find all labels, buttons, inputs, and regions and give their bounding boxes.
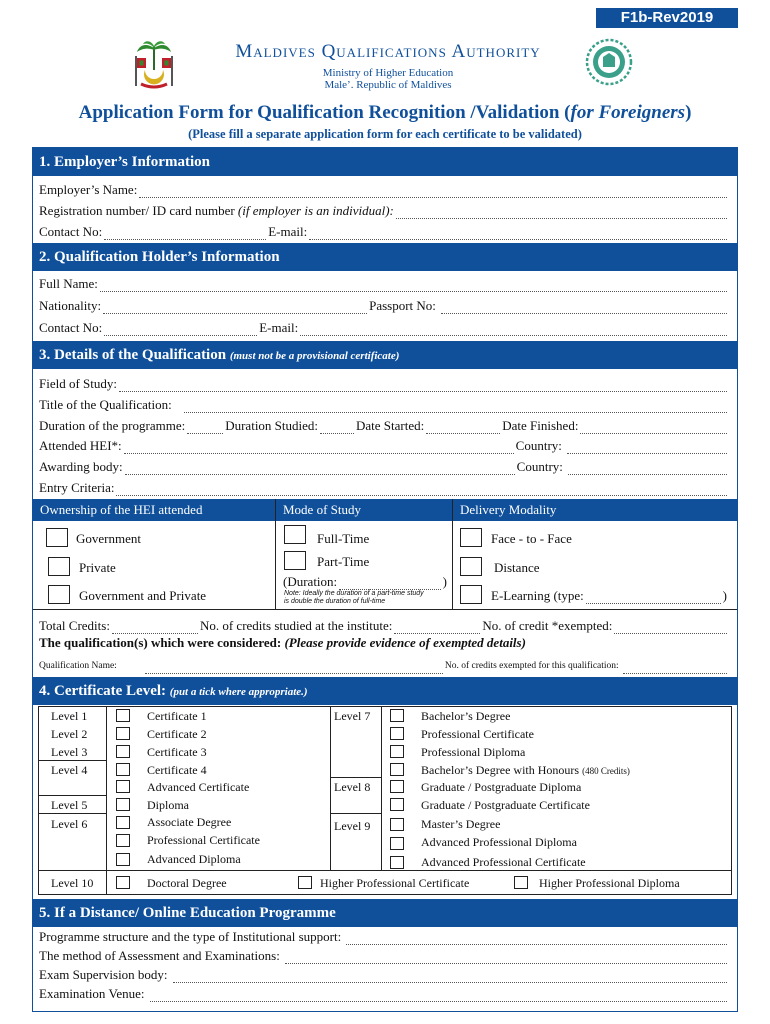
level-10-label: Level 10	[51, 876, 94, 890]
duration-field[interactable]	[187, 423, 223, 434]
started-field[interactable]	[426, 423, 500, 434]
programme-structure-label: Programme structure and the type of Institutional support:	[39, 929, 342, 944]
divider	[38, 760, 106, 761]
level-6-label: Level 6	[51, 817, 88, 831]
level-table	[38, 706, 732, 895]
advanced-certificate-label: Advanced Certificate	[147, 780, 250, 794]
qualification-title-label: Title of the Qualification:	[39, 397, 172, 412]
divider	[38, 813, 106, 814]
duration-row	[39, 418, 729, 434]
employer-reg-label: Registration number/ ID card number	[39, 203, 235, 218]
higher-professional-diploma-label: Higher Professional Diploma	[539, 876, 680, 890]
certificate-3-label: Certificate 3	[147, 745, 207, 759]
qualification-title-field[interactable]	[184, 402, 728, 413]
level-5-label: Level 5	[51, 798, 88, 812]
exempt-this-label: No. of credits exempted for this qualification:	[444, 661, 619, 671]
awarding-country-label: Country:	[516, 459, 563, 474]
bachelors-degree-label: Bachelor’s Degree	[421, 709, 511, 723]
private-checkbox[interactable]	[48, 557, 70, 576]
nationality-label: Nationality:	[39, 298, 102, 313]
certificate-4-checkbox[interactable]	[116, 763, 130, 776]
hei-label: Attended HEI*:	[39, 438, 122, 453]
doctoral-degree-checkbox[interactable]	[116, 876, 130, 889]
organization-name: Maldives Qualifications Authority	[235, 41, 541, 62]
certificate-3-checkbox[interactable]	[116, 745, 130, 758]
passport-label: Passport No:	[369, 298, 436, 313]
section-5-heading: 5. If a Distance/ Online Education Programme	[32, 899, 738, 927]
considered-qualifications: The qualification(s) which were considered: (Please provide evidence of exempted details)	[39, 635, 526, 650]
entry-label: Entry Criteria:	[39, 480, 115, 495]
government-and-private-checkbox[interactable]	[48, 585, 70, 604]
divider	[38, 870, 732, 871]
exam-venue-row	[39, 986, 729, 1002]
section-3-heading: 3. Details of the Qualification (must not be a provisional certificate)	[32, 341, 738, 369]
form-title: Application Form for Qualification Recognition /Validation (for Foreigners)	[78, 102, 692, 123]
holder-name-field[interactable]	[100, 281, 727, 292]
advanced-professional-certificate-label: Advanced Professional Certificate	[421, 855, 586, 869]
credits-institute-field[interactable]	[394, 623, 480, 634]
distance-checkbox[interactable]	[460, 557, 482, 576]
qualification-name-field[interactable]	[145, 663, 443, 674]
graduate-diploma-label: Graduate / Postgraduate Diploma	[421, 780, 582, 794]
higher-professional-diploma-checkbox[interactable]	[514, 876, 528, 889]
level-4-label: Level 4	[51, 763, 88, 777]
level-7-label: Level 7	[334, 709, 371, 723]
part-time-duration-field[interactable]	[339, 579, 441, 590]
hei-country-label: Country:	[515, 438, 562, 453]
professional-diploma-label: Professional Diploma	[421, 745, 526, 759]
distance-label: Distance	[494, 560, 540, 575]
passport-field[interactable]	[441, 303, 727, 314]
full-time-label: Full-Time	[317, 531, 370, 546]
certificate-4-label: Certificate 4	[147, 763, 207, 777]
higher-professional-certificate-label: Higher Professional Certificate	[320, 876, 470, 890]
qualification-title-row	[39, 397, 729, 413]
employer-name-field[interactable]	[139, 187, 727, 198]
exam-venue-label: Examination Venue:	[39, 986, 145, 1001]
government-label: Government	[76, 531, 141, 546]
masters-degree-label: Master’s Degree	[421, 817, 501, 831]
programme-structure-row	[39, 929, 729, 945]
associate-degree-label: Associate Degree	[147, 815, 232, 829]
doctoral-degree-label: Doctoral Degree	[147, 876, 227, 890]
section-1-heading: 1. Employer’s Information	[32, 148, 738, 176]
professional-certificate-l7-label: Professional Certificate	[421, 727, 534, 741]
e-learning-label: E-Learning (type:	[491, 588, 584, 603]
hei-field[interactable]	[124, 443, 514, 454]
employer-name-row	[39, 182, 729, 198]
part-time-duration-row	[283, 574, 447, 590]
graduate-certificate-label: Graduate / Postgraduate Certificate	[421, 798, 590, 812]
e-learning-checkbox[interactable]	[460, 585, 482, 604]
private-label: Private	[79, 560, 116, 575]
employer-reg-field[interactable]	[396, 208, 727, 219]
exam-supervision-row	[39, 967, 729, 983]
graduate-certificate-checkbox[interactable]	[390, 798, 404, 811]
awarding-field[interactable]	[125, 464, 515, 475]
holder-email-field[interactable]	[300, 325, 727, 336]
assessment-method-label: The method of Assessment and Examinations:	[39, 948, 280, 963]
level-2-label: Level 2	[51, 727, 88, 741]
part-time-duration-label: (Duration:	[283, 574, 338, 589]
exam-supervision-field[interactable]	[173, 972, 727, 983]
certificate-2-checkbox[interactable]	[116, 727, 130, 740]
credits-institute-label: No. of credits studied at the institute:	[199, 618, 393, 633]
delivery-heading: Delivery Modality	[453, 499, 737, 521]
credits-exempted-label: No. of credit *exempted:	[482, 618, 613, 633]
professional-certificate-l6-label: Professional Certificate	[147, 833, 260, 847]
section-4-heading: 4. Certificate Level: (put a tick where appropriate.)	[32, 677, 738, 705]
advanced-diploma-label: Advanced Diploma	[147, 852, 241, 866]
exempt-this-field[interactable]	[623, 663, 727, 674]
ministry-name: Ministry of Higher Education	[322, 67, 454, 79]
certificate-1-label: Certificate 1	[147, 709, 207, 723]
diploma-checkbox[interactable]	[116, 798, 130, 811]
hei-country-field[interactable]	[567, 443, 727, 454]
associate-degree-checkbox[interactable]	[116, 816, 130, 829]
masters-degree-checkbox[interactable]	[390, 818, 404, 831]
total-credits-label: Total Credits:	[39, 618, 110, 633]
awarding-row	[39, 459, 729, 475]
diploma-label: Diploma	[147, 798, 189, 812]
part-time-note: Note: Ideally the duration of a part-time study is double the duration of full-time	[284, 590, 424, 605]
maldives-emblem-logo	[131, 40, 177, 90]
government-checkbox[interactable]	[46, 528, 68, 547]
face-to-face-checkbox[interactable]	[460, 528, 482, 547]
advanced-certificate-checkbox[interactable]	[116, 780, 130, 793]
level-9-label: Level 9	[334, 819, 371, 833]
divider	[330, 813, 381, 814]
mqa-seal-logo	[585, 38, 633, 86]
divider	[330, 777, 381, 778]
divider	[452, 499, 453, 609]
professional-diploma-checkbox[interactable]	[390, 745, 404, 758]
employer-reg-note: (if employer is an individual):	[237, 203, 394, 218]
ownership-heading: Ownership of the HEI attended	[33, 499, 275, 521]
employer-contact-label: Contact No:	[39, 224, 103, 239]
advanced-professional-diploma-label: Advanced Professional Diploma	[421, 835, 577, 849]
part-time-label: Part-Time	[317, 554, 370, 569]
bachelors-degree-checkbox[interactable]	[390, 709, 404, 722]
paren-close: )	[722, 588, 727, 603]
level-8-label: Level 8	[334, 780, 371, 794]
part-time-checkbox[interactable]	[284, 551, 306, 570]
employer-email-label: E-mail:	[268, 224, 308, 239]
holder-contact-row	[39, 320, 729, 336]
exempted-qualification-row	[39, 658, 729, 674]
employer-contact-field[interactable]	[104, 229, 266, 240]
advanced-professional-diploma-checkbox[interactable]	[390, 837, 404, 850]
holder-name-label: Full Name:	[39, 276, 98, 291]
certificate-2-label: Certificate 2	[147, 727, 207, 741]
studied-label: Duration Studied:	[225, 418, 319, 433]
entry-field[interactable]	[116, 485, 727, 496]
awarding-label: Awarding body:	[39, 459, 123, 474]
level-3-label: Level 3	[51, 745, 88, 759]
credits-exempted-field[interactable]	[614, 623, 727, 634]
government-and-private-label: Government and Private	[79, 588, 207, 603]
higher-professional-certificate-checkbox[interactable]	[298, 876, 312, 889]
entry-row	[39, 480, 729, 496]
awarding-country-field[interactable]	[568, 464, 727, 475]
holder-contact-field[interactable]	[104, 325, 257, 336]
full-time-checkbox[interactable]	[284, 525, 306, 544]
field-of-study-field[interactable]	[119, 381, 727, 392]
divider	[330, 706, 331, 870]
bachelors-honours-checkbox[interactable]	[390, 763, 404, 776]
divider	[38, 795, 106, 796]
graduate-diploma-checkbox[interactable]	[390, 780, 404, 793]
employer-reg-row	[39, 203, 729, 219]
field-of-study-label: Field of Study:	[39, 376, 118, 391]
ministry-location: Male’. Republic of Maldives	[324, 79, 452, 91]
advanced-diploma-checkbox[interactable]	[116, 853, 130, 866]
divider	[381, 706, 382, 870]
assessment-method-row	[39, 948, 729, 964]
holder-nationality-row	[39, 298, 729, 314]
total-credits-field[interactable]	[112, 623, 198, 634]
face-to-face-label: Face - to - Face	[491, 531, 572, 546]
professional-certificate-l6-checkbox[interactable]	[116, 834, 130, 847]
hei-row	[39, 438, 729, 454]
divider	[33, 609, 737, 610]
certificate-1-checkbox[interactable]	[116, 709, 130, 722]
divider	[275, 499, 276, 609]
assessment-method-field[interactable]	[285, 953, 727, 964]
advanced-professional-certificate-checkbox[interactable]	[390, 856, 404, 869]
credits-row	[39, 618, 729, 634]
holder-name-row	[39, 276, 729, 292]
finished-label: Date Finished:	[502, 418, 579, 433]
employer-email-field[interactable]	[309, 229, 727, 240]
professional-certificate-l7-checkbox[interactable]	[390, 727, 404, 740]
started-label: Date Started:	[356, 418, 425, 433]
duration-label: Duration of the programme:	[39, 418, 186, 433]
holder-email-label: E-mail:	[259, 320, 299, 335]
form-instruction: (Please fill a separate application form for each certificate to be validated)	[188, 127, 582, 141]
finished-field[interactable]	[580, 423, 727, 434]
exam-venue-field[interactable]	[150, 991, 727, 1002]
level-1-label: Level 1	[51, 709, 88, 723]
bachelors-honours-label: Bachelor’s Degree with Honours (480 Credits)	[421, 763, 630, 777]
paren-close: )	[442, 574, 447, 589]
e-learning-row	[491, 588, 727, 604]
programme-structure-field[interactable]	[346, 934, 727, 945]
revision-badge: F1b-Rev2019	[596, 8, 738, 28]
e-learning-type-field[interactable]	[586, 593, 721, 604]
studied-field[interactable]	[320, 423, 354, 434]
divider	[106, 706, 107, 895]
qualification-name-label: Qualification Name:	[39, 661, 117, 671]
mode-heading: Mode of Study	[276, 499, 452, 521]
exam-supervision-label: Exam Supervision body:	[39, 967, 168, 982]
employer-name-label: Employer’s Name:	[39, 182, 138, 197]
section-2-heading: 2. Qualification Holder’s Information	[32, 243, 738, 271]
employer-contact-row	[39, 224, 729, 240]
holder-contact-label: Contact No:	[39, 320, 103, 335]
field-of-study-row	[39, 376, 729, 392]
nationality-field[interactable]	[103, 303, 367, 314]
